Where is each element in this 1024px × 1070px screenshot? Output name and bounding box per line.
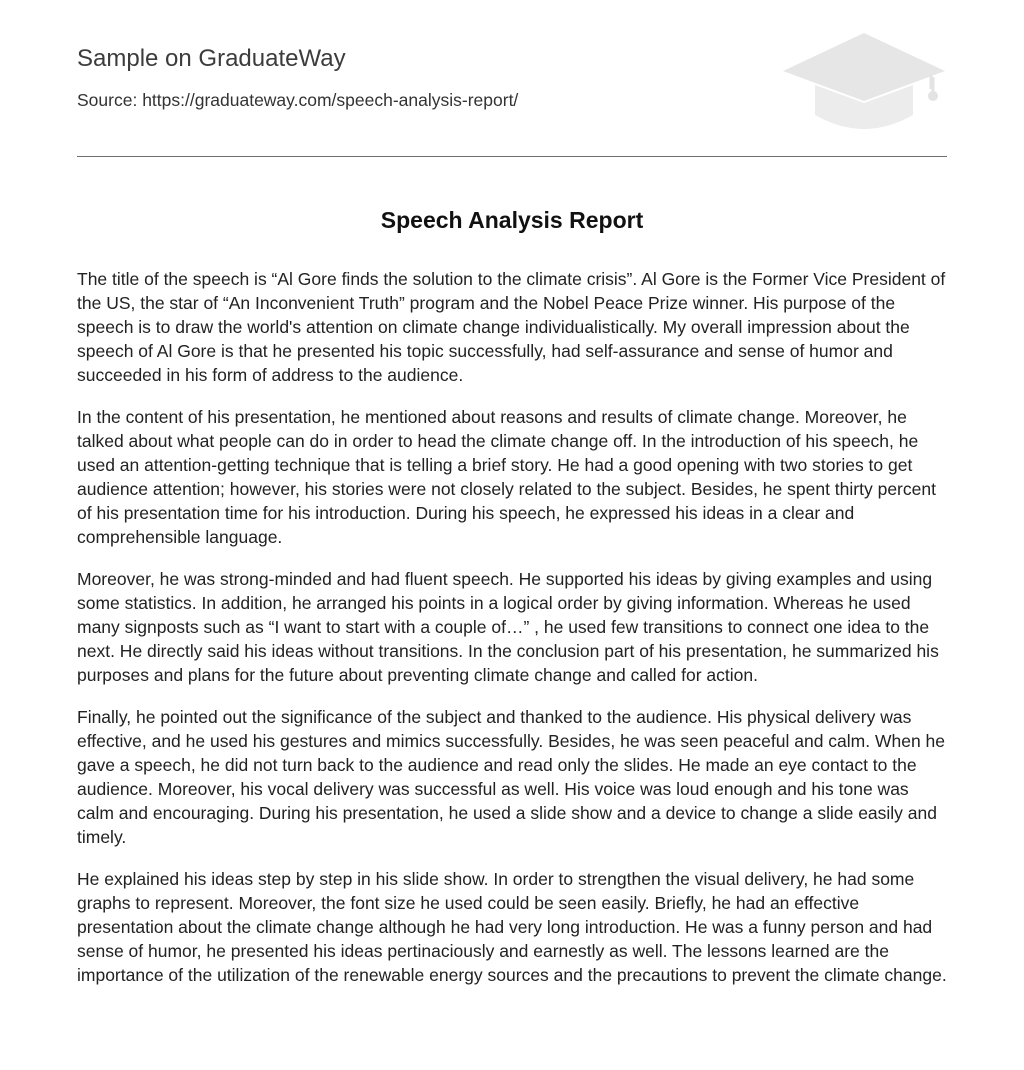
document-title: Speech Analysis Report [380,207,644,233]
source-label: Source: [77,90,138,110]
paragraph: Moreover, he was strong-minded and had fluent speech. He supported his ideas by giving examples and using some statistics. In addition, he arranged his points in a logical order by giving information. Whereas he used many signposts such as “I want to start with a couple of…” , he used few transitions to connect one idea to the next. He directly said his ideas without transitions. In the conclusion part of his presentation, he summarized his purposes and plans for the future about preventing climate change and called for action. [77,569,939,685]
header [77,0,947,157]
site-title: Sample on GraduateWay [77,45,346,72]
paragraph: In the content of his presentation, he mentioned about reasons and results of climate change. Moreover, he talked about what people can do in order to head the climate change off. In the introduction of his speech, he used an attention-getting technique that is telling a brief story. He had a good opening with two stories to get audience attention; however, his stories were not closely related to the subject. Besides, he spent thirty percent of his presentation time for his introduction. During his speech, he expressed his ideas in a clear and comprehensible language. [77,407,936,547]
paragraph: Finally, he pointed out the significance of the subject and thanked to the audience. His physical delivery was effective, and he used his gestures and mimics successfully. Besides, he was seen peaceful and calm. When he gave a speech, he did not turn back to the audience and read only the slides. He made an eye contact to the audience. Moreover, his vocal delivery was successful as well. His voice was loud enough and his tone was calm and encouraging. During his presentation, he used a slide show and a device to change a slide easily and timely. [77,707,946,847]
graduation-cap-icon [781,31,947,131]
paragraph: The title of the speech is “Al Gore finds the solution to the climate crisis”. Al Gore is the Former Vice President of the US, the star of “An Inconvenient Truth” program and the Nobel Peace Prize winner. His purpose of the speech is to draw the world's attention on climate change individualistically. My overall impression about the speech of Al Gore is that he presented his topic successfully, had self-assurance and sense of humor and succeeded in his form of address to the audience. [77,269,946,385]
source-link[interactable]: https://graduateway.com/speech-analysis-report/ [142,90,519,110]
document-body [77,267,947,1005]
paragraph: He explained his ideas step by step in his slide show. In order to strengthen the visual delivery, he had some graphs to represent. Moreover, the font size he used could be seen easily. Briefly, he had an effective presentation about the climate change although he had very long introduction. He was a funny person and had sense of humor, he presented his ideas pertinaciously and earnestly as well. The lessons learned are the importance of the utilization of the renewable energy sources and the precautions to prevent the climate change. [77,869,947,985]
page [77,0,947,985]
source-line [77,89,518,111]
